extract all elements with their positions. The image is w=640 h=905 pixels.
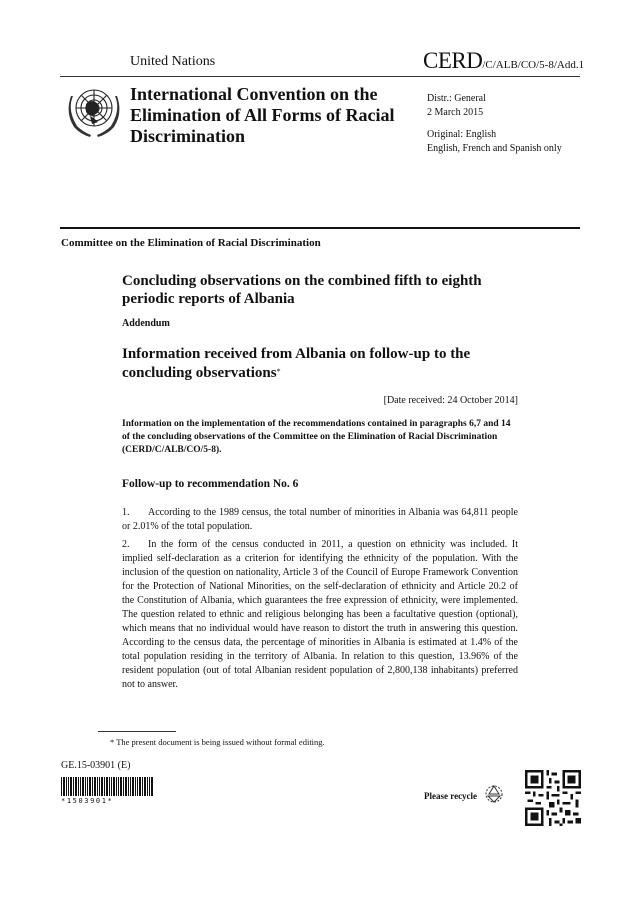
un-emblem-icon	[64, 82, 124, 138]
issue-date: 2 March 2015	[427, 107, 484, 118]
date-received: [Date received: 24 October 2014]	[383, 395, 518, 406]
footnote-marker[interactable]: *	[276, 367, 281, 376]
paragraph-2	[122, 538, 518, 692]
footnote: * The present document is being issued without formal editing.	[110, 737, 325, 747]
intro-summary: Information on the implementation of the recommendations contained in paragraphs 6,7 and 14 of the concluding observations of the Committee on the Elimination of Racial Discrimination (CERD/C/ALB/CO/5-8).	[122, 419, 511, 455]
barcode-icon	[61, 777, 153, 796]
paragraph-text: According to the 1989 census, the total number of minorities in Albania was 64,811 people or 2.01% of the total population.	[122, 507, 518, 532]
document-symbol	[423, 48, 584, 74]
top-rule	[60, 76, 580, 77]
info-title-text: Information received from Albania on follow-up to the concluding observations	[122, 346, 471, 381]
info-title	[122, 345, 522, 382]
language-block	[427, 128, 562, 156]
paragraph-number: 1.	[122, 507, 130, 518]
symbol-main: CERD	[423, 48, 483, 73]
convention-title: International Convention on the Elimination of All Forms of Racial Discrimination	[130, 84, 395, 146]
languages: English, French and Spanish only	[427, 143, 562, 154]
recycle-label: Please recycle	[424, 791, 478, 801]
symbol-suffix: /C/ALB/CO/5-8/Add.1	[482, 59, 585, 71]
recycle-icon	[484, 784, 504, 804]
distribution-block	[427, 92, 486, 120]
paragraph-number: 2.	[122, 539, 130, 550]
paragraph-text: In the form of the census conducted in 2011, a question on ethnicity was included. It implied self-declaration as a criterion for identifying the ethnicity of the population. With the inclusion of the question on nationality, Article 3 of the Council of Europe Framework Convention for the Protection of National Minorities, on the self-declaration of ethnicity and Article 20.2 of the Constitution of Albania, which guarantees the free expression of ethnicity, were implemented. The question related to ethnic and religious belonging has been a facultative question (optional), which means that no individual would have reason to distort the truth in answering this question. According to the census data, the percentage of minorities in Albania is estimated at 1.4% of the total population residing in the territory of Albania. In relation to this question, 13.96% of the resident population (out of total Albanian resident population of 2,800,138 inhabitants) preferred not to answer.	[122, 539, 518, 690]
header-rule	[60, 227, 580, 229]
addendum-label: Addendum	[122, 318, 170, 329]
distribution: Distr.: General	[427, 93, 486, 104]
concluding-title: Concluding observations on the combined fifth to eighth periodic reports of Albania	[122, 273, 482, 307]
footnote-rule	[98, 731, 176, 732]
section-heading: Follow-up to recommendation No. 6	[122, 478, 299, 490]
original-language: Original: English	[427, 129, 497, 140]
qr-code-icon	[525, 770, 581, 826]
job-number: GE.15-03901 (E)	[61, 760, 131, 771]
organization-name: United Nations	[130, 54, 216, 69]
committee-name: Committee on the Elimination of Racial Discrimination	[61, 237, 321, 249]
barcode-digits: *1503901*	[61, 797, 114, 805]
paragraph-1	[122, 506, 518, 534]
